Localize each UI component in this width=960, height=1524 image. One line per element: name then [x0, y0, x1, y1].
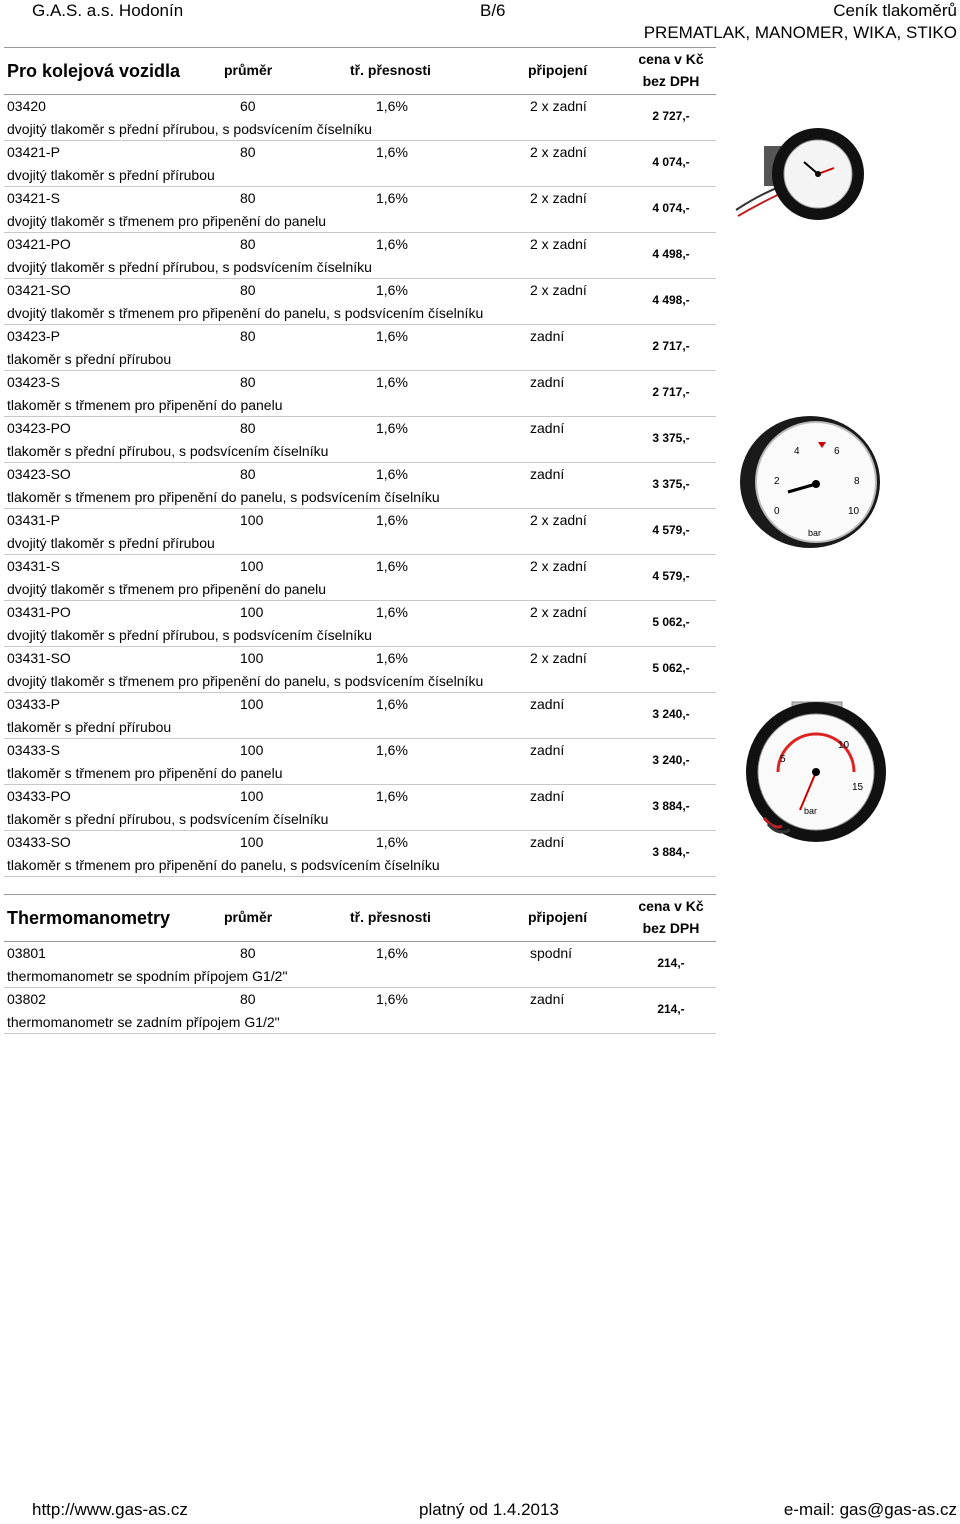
diameter-value: 100 [240, 558, 264, 574]
product-code: 03433-PO [7, 788, 71, 804]
table-row [4, 831, 716, 877]
svg-text:15: 15 [852, 782, 864, 793]
section-rail-vehicles [4, 47, 716, 877]
company-name: G.A.S. a.s. Hodonín [32, 1, 184, 20]
connection-value: 2 x zadní [530, 512, 587, 528]
footer-email[interactable]: e-mail: gas@gas-as.cz [783, 1500, 957, 1519]
diameter-value: 100 [240, 742, 264, 758]
accuracy-value: 1,6% [376, 98, 408, 114]
table-body [4, 95, 716, 877]
product-description: tlakoměr s přední přírubou [7, 351, 172, 367]
connection-value: 2 x zadní [530, 650, 587, 666]
price-value: 4 498,- [652, 247, 690, 261]
product-description: tlakoměr s třmenem pro připenění do panelu, s podsvícením číselníku [7, 489, 440, 505]
connection-value: 2 x zadní [530, 558, 587, 574]
table-row [4, 647, 716, 693]
table-row [4, 988, 716, 1034]
table-row [4, 95, 716, 141]
diameter-value: 80 [240, 991, 256, 1007]
product-description: tlakoměr s přední přírubou, s podsvícením číselníku [7, 811, 329, 827]
product-code: 03801 [7, 945, 46, 961]
product-code: 03433-SO [7, 834, 71, 850]
gauge-unit-label: bar [804, 806, 818, 816]
product-description: dvojitý tlakoměr s třmenem pro připenění do panelu, s podsvícením číselníku [7, 673, 484, 689]
price-value: 214,- [657, 956, 685, 970]
col-connection-header: připojení [528, 62, 588, 78]
price-header-line2: bez DPH [642, 73, 700, 89]
price-value: 4 579,- [652, 523, 690, 537]
product-code: 03423-P [7, 328, 60, 344]
diameter-value: 100 [240, 834, 264, 850]
product-description: thermomanometr se zadním přípojem G1/2" [7, 1014, 280, 1030]
diameter-value: 80 [240, 328, 256, 344]
price-value: 4 498,- [652, 293, 690, 307]
product-code: 03420 [7, 98, 46, 114]
connection-value: zadní [530, 466, 565, 482]
price-header-line1: cena v Kč [638, 898, 704, 914]
diameter-value: 80 [240, 945, 256, 961]
accuracy-value: 1,6% [376, 420, 408, 436]
table-row [4, 463, 716, 509]
connection-value: zadní [530, 374, 565, 390]
accuracy-value: 1,6% [376, 144, 408, 160]
footer-url[interactable]: http://www.gas-as.cz [32, 1500, 188, 1519]
connection-value: zadní [530, 742, 565, 758]
price-value: 3 240,- [652, 753, 690, 767]
diameter-value: 100 [240, 696, 264, 712]
product-description: dvojitý tlakoměr s třmenem pro připenění do panelu, s podsvícením číselníku [7, 305, 484, 321]
price-value: 3 375,- [652, 431, 690, 445]
connection-value: 2 x zadní [530, 144, 587, 160]
connection-value: 2 x zadní [530, 190, 587, 206]
diameter-value: 100 [240, 512, 264, 528]
accuracy-value: 1,6% [376, 190, 408, 206]
svg-text:10: 10 [838, 740, 850, 751]
accuracy-value: 1,6% [376, 991, 408, 1007]
accuracy-value: 1,6% [376, 788, 408, 804]
svg-text:4: 4 [794, 446, 800, 457]
table-row [4, 279, 716, 325]
product-description: tlakoměr s přední přírubou [7, 719, 172, 735]
col-price-header [626, 48, 716, 92]
accuracy-value: 1,6% [376, 328, 408, 344]
product-code: 03802 [7, 991, 46, 1007]
price-value: 4 074,- [652, 201, 690, 215]
connection-value: 2 x zadní [530, 604, 587, 620]
diameter-value: 80 [240, 144, 256, 160]
accuracy-value: 1,6% [376, 696, 408, 712]
product-code: 03431-P [7, 512, 60, 528]
accuracy-value: 1,6% [376, 834, 408, 850]
price-value: 4 074,- [652, 155, 690, 169]
product-description: tlakoměr s třmenem pro připenění do panelu [7, 397, 283, 413]
svg-text:10: 10 [848, 506, 860, 517]
footer-valid-from: platný od 1.4.2013 [419, 1500, 559, 1519]
diameter-value: 80 [240, 466, 256, 482]
connection-value: 2 x zadní [530, 98, 587, 114]
col-price-header [626, 895, 716, 939]
price-value: 2 717,- [652, 339, 690, 353]
product-description: dvojitý tlakoměr s přední přírubou [7, 535, 215, 551]
price-value: 3 884,- [652, 845, 690, 859]
section-thermomanometers [4, 894, 716, 1034]
table-row [4, 555, 716, 601]
product-code: 03423-PO [7, 420, 71, 436]
section-header [4, 894, 716, 942]
gauge-unit-label: bar [808, 528, 822, 538]
col-diameter-header: průměr [224, 62, 273, 78]
product-code: 03421-P [7, 144, 60, 160]
col-accuracy-header: tř. přesnosti [350, 62, 431, 78]
table-row [4, 233, 716, 279]
col-connection-header: připojení [528, 909, 588, 925]
svg-text:5: 5 [780, 754, 786, 765]
connection-value: zadní [530, 788, 565, 804]
table-row [4, 325, 716, 371]
price-header-line2: bez DPH [642, 920, 700, 936]
col-diameter-header: průměr [224, 909, 273, 925]
product-code: 03421-SO [7, 282, 71, 298]
table-body [4, 942, 716, 1034]
product-code: 03421-S [7, 190, 60, 206]
product-code: 03423-SO [7, 466, 71, 482]
product-description: dvojitý tlakoměr s přední přírubou, s podsvícením číselníku [7, 121, 372, 137]
price-value: 2 717,- [652, 385, 690, 399]
product-description: dvojitý tlakoměr s přední přírubou, s podsvícením číselníku [7, 259, 372, 275]
price-value: 214,- [657, 1002, 685, 1016]
price-value: 3 375,- [652, 477, 690, 491]
diameter-value: 100 [240, 650, 264, 666]
connection-value: zadní [530, 991, 565, 1007]
connection-value: spodní [530, 945, 573, 961]
svg-text:0: 0 [774, 506, 780, 517]
table-row [4, 739, 716, 785]
connection-value: zadní [530, 834, 565, 850]
accuracy-value: 1,6% [376, 945, 408, 961]
accuracy-value: 1,6% [376, 650, 408, 666]
accuracy-value: 1,6% [376, 236, 408, 252]
col-accuracy-header: tř. přesnosti [350, 909, 431, 925]
price-value: 5 062,- [652, 615, 690, 629]
price-value: 4 579,- [652, 569, 690, 583]
diameter-value: 100 [240, 788, 264, 804]
section-title: Thermomanometry [7, 908, 171, 928]
accuracy-value: 1,6% [376, 466, 408, 482]
product-description: tlakoměr s třmenem pro připenění do panelu, s podsvícením číselníku [7, 857, 440, 873]
diameter-value: 80 [240, 374, 256, 390]
price-value: 3 240,- [652, 707, 690, 721]
accuracy-value: 1,6% [376, 374, 408, 390]
product-code: 03433-S [7, 742, 60, 758]
table-row [4, 942, 716, 988]
section-title: Pro kolejová vozidla [7, 61, 181, 81]
svg-text:6: 6 [834, 446, 840, 457]
product-code: 03431-S [7, 558, 60, 574]
product-description: tlakoměr s třmenem pro připenění do panelu [7, 765, 283, 781]
table-row [4, 371, 716, 417]
price-value: 3 884,- [652, 799, 690, 813]
diameter-value: 80 [240, 190, 256, 206]
product-code: 03423-S [7, 374, 60, 390]
diameter-value: 100 [240, 604, 264, 620]
product-description: dvojitý tlakoměr s přední přírubou, s podsvícením číselníku [7, 627, 372, 643]
connection-value: 2 x zadní [530, 282, 587, 298]
diameter-value: 60 [240, 98, 256, 114]
section-header [4, 47, 716, 95]
product-code: 03433-P [7, 696, 60, 712]
connection-value: zadní [530, 328, 565, 344]
table-row [4, 693, 716, 739]
table-row [4, 509, 716, 555]
diameter-value: 80 [240, 282, 256, 298]
product-description: tlakoměr s přední přírubou, s podsvícením číselníku [7, 443, 329, 459]
pressure-gauge-front-flange-icon [730, 124, 870, 224]
product-description: dvojitý tlakoměr s třmenem pro připenění do panelu [7, 581, 327, 597]
table-row [4, 417, 716, 463]
accuracy-value: 1,6% [376, 282, 408, 298]
product-description: dvojitý tlakoměr s třmenem pro připenění do panelu [7, 213, 327, 229]
product-description: thermomanometr se spodním přípojem G1/2" [7, 968, 288, 984]
diameter-value: 80 [240, 420, 256, 436]
table-row [4, 141, 716, 187]
pressure-gauge-bracket-icon [734, 698, 894, 848]
product-code: 03431-SO [7, 650, 71, 666]
catalog-title: Ceník tlakoměrů [833, 1, 957, 20]
connection-value: zadní [530, 420, 565, 436]
table-row [4, 187, 716, 233]
page-number: B/6 [480, 1, 506, 20]
connection-value: 2 x zadní [530, 236, 587, 252]
accuracy-value: 1,6% [376, 558, 408, 574]
accuracy-value: 1,6% [376, 742, 408, 758]
price-header-line1: cena v Kč [638, 51, 704, 67]
diameter-value: 80 [240, 236, 256, 252]
svg-text:2: 2 [774, 476, 780, 487]
connection-value: zadní [530, 696, 565, 712]
svg-text:8: 8 [854, 476, 860, 487]
product-description: dvojitý tlakoměr s přední přírubou [7, 167, 215, 183]
accuracy-value: 1,6% [376, 604, 408, 620]
table-row [4, 785, 716, 831]
accuracy-value: 1,6% [376, 512, 408, 528]
table-row [4, 601, 716, 647]
brands-subtitle: PREMATLAK, MANOMER, WIKA, STIKO [643, 23, 957, 42]
pressure-gauge-bar-icon [738, 412, 888, 552]
product-code: 03421-PO [7, 236, 71, 252]
product-code: 03431-PO [7, 604, 71, 620]
price-value: 2 727,- [652, 109, 690, 123]
price-value: 5 062,- [652, 661, 690, 675]
